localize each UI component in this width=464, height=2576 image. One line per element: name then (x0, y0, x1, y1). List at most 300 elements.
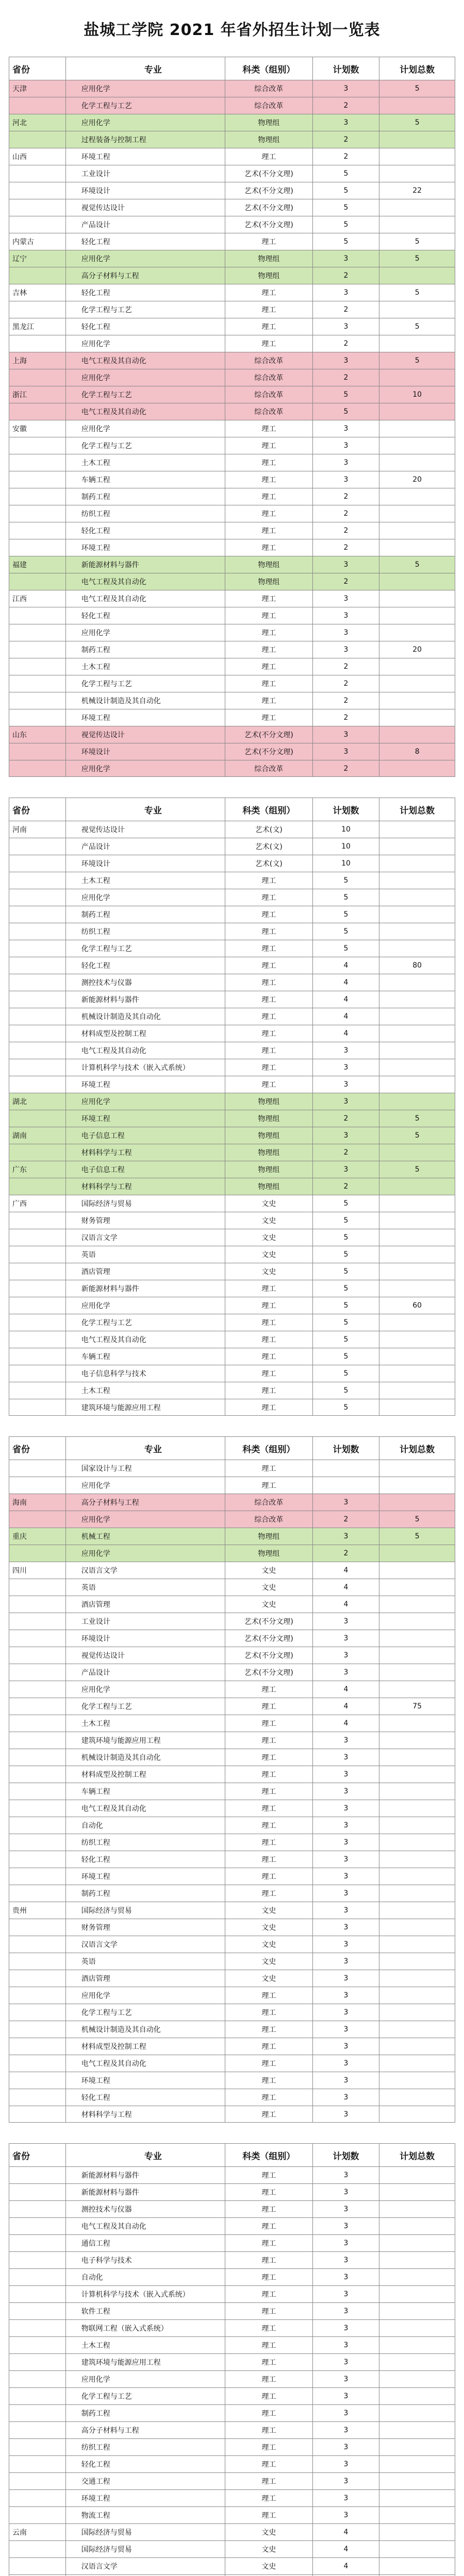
major-cell: 新能源材料与器件 (66, 556, 225, 573)
plan-count-cell (313, 1460, 380, 1477)
category-cell: 理工 (225, 1800, 313, 1817)
table-row (9, 1783, 455, 1800)
category-cell: 理工 (225, 148, 313, 165)
major-cell: 汉语言文学 (66, 1562, 225, 1579)
plan-total-cell (379, 855, 455, 872)
plan-count-cell: 3 (313, 1630, 380, 1647)
table-row (9, 821, 455, 838)
plan-total-cell: 8 (415, 748, 420, 756)
table-row (9, 2370, 455, 2387)
plan-count-cell: 4 (313, 1562, 380, 1579)
plan-count-cell: 3 (313, 1732, 380, 1749)
province-cell (9, 1059, 66, 1076)
major-cell: 汉语言文学 (66, 2558, 225, 2574)
plan-total-cell (379, 1331, 455, 1348)
category-cell: 文史 (225, 2558, 313, 2574)
province-cell (9, 974, 66, 991)
category-cell: 理工 (225, 974, 313, 991)
table-row (9, 80, 455, 97)
province-cell (9, 855, 66, 872)
table-row (9, 2072, 455, 2089)
province-cell: 吉林 (9, 284, 66, 301)
province-cell: 重庆 (9, 1528, 66, 1545)
plan-total-cell (379, 1936, 455, 1953)
province-cell (9, 1331, 66, 1348)
header-cell: 省份 (9, 798, 66, 821)
plan-count-cell: 3 (313, 1127, 380, 1144)
category-cell: 文史 (225, 1902, 313, 1919)
plan-count-cell: 5 (313, 1365, 380, 1382)
major-cell: 交通工程 (66, 2473, 225, 2489)
province-cell: 湖北 (9, 1093, 66, 1110)
table-row (9, 2506, 455, 2523)
category-cell: 理工 (225, 1076, 313, 1093)
table-row (9, 1195, 455, 1212)
plan-total-cell: 5 (415, 357, 420, 365)
major-cell: 通信工程 (66, 2235, 225, 2251)
plan-total-cell: 75 (412, 1702, 422, 1710)
province-cell (9, 1698, 66, 1715)
table-row (9, 855, 455, 872)
category-cell: 理工 (225, 2055, 313, 2072)
table-row (9, 1263, 455, 1280)
province-cell (9, 2371, 66, 2387)
major-cell: 电子信息工程 (66, 1127, 225, 1144)
category-cell: 文史 (225, 1596, 313, 1613)
table-row (9, 556, 455, 573)
category-cell: 艺术(不分文理) (225, 1647, 313, 1664)
plan-total-cell (379, 607, 455, 624)
table-row (9, 743, 455, 760)
plan-count-cell: 4 (313, 1715, 380, 1732)
table-row (9, 2336, 455, 2353)
category-cell: 综合改革 (225, 97, 313, 114)
major-cell: 电气工程及其自动化 (66, 2055, 225, 2072)
plan-count-cell: 2 (313, 675, 380, 692)
major-cell: 制药工程 (66, 2405, 225, 2421)
major-cell: 电气工程及其自动化 (66, 1331, 225, 1348)
plan-total-cell (379, 2490, 455, 2506)
plan-total-cell (379, 1280, 455, 1297)
plan-total-cell (379, 2473, 455, 2489)
province-cell (9, 2269, 66, 2285)
category-cell: 理工 (225, 2201, 313, 2217)
plan-count-cell: 3 (313, 1076, 380, 1093)
plan-total-cell (379, 2558, 455, 2574)
plan-count-cell: 5 (313, 1229, 380, 1246)
plan-count-cell: 2 (313, 1144, 380, 1161)
category-cell: 物理组 (225, 1545, 313, 1562)
table-row (9, 1110, 455, 1127)
major-cell: 电气工程及其自动化 (66, 352, 225, 369)
category-cell: 艺术(不分文理) (225, 216, 313, 233)
plan-count-cell: 5 (313, 1331, 380, 1348)
category-cell: 理工 (225, 2456, 313, 2472)
plan-total-cell (379, 2286, 455, 2302)
province-cell (9, 2320, 66, 2336)
header-cell: 计划数 (313, 1437, 380, 1460)
province-cell (9, 2490, 66, 2506)
plan-total-cell (379, 216, 455, 233)
plan-total-cell: 5 (415, 255, 420, 263)
table-row (9, 352, 455, 369)
province-cell: 江西 (9, 590, 66, 607)
table-row (9, 1178, 455, 1195)
category-cell: 理工 (225, 590, 313, 607)
table-row (9, 2455, 455, 2472)
plan-total-cell (379, 539, 455, 556)
major-cell: 化学工程与工艺 (66, 437, 225, 454)
major-cell: 计算机科学与技术（嵌入式系统） (66, 1059, 225, 1076)
plan-count-cell: 3 (313, 318, 380, 335)
category-cell: 艺术(不分文理) (225, 1630, 313, 1647)
plan-count-cell: 5 (313, 923, 380, 940)
category-cell: 理工 (225, 233, 313, 250)
category-cell: 理工 (225, 1698, 313, 1715)
province-cell (9, 2201, 66, 2217)
plan-count-cell: 3 (313, 2320, 380, 2336)
table-header (9, 2143, 455, 2166)
table-row (9, 2268, 455, 2285)
major-cell: 英语 (66, 1246, 225, 1263)
table-row (9, 403, 455, 420)
plan-count-cell: 2 (313, 658, 380, 675)
major-cell: 物联网工程（嵌入式系统） (66, 2320, 225, 2336)
table-row (9, 923, 455, 940)
plan-total-cell (379, 2320, 455, 2336)
major-cell: 环境工程 (66, 2072, 225, 2089)
province-cell (9, 437, 66, 454)
major-cell: 环境设计 (66, 1630, 225, 1647)
province-cell (9, 1953, 66, 1970)
header-cell: 专业 (66, 798, 225, 821)
province-cell (9, 1630, 66, 1647)
province-cell (9, 2055, 66, 2072)
province-cell (9, 2405, 66, 2421)
plan-total-cell (379, 2167, 455, 2183)
plan-total-cell (379, 437, 455, 454)
plan-total-cell: 5 (415, 1131, 420, 1140)
province-cell (9, 2456, 66, 2472)
major-cell: 建筑环境与能源应用工程 (66, 1732, 225, 1749)
plan-total-cell (379, 624, 455, 641)
province-cell (9, 1076, 66, 1093)
major-cell: 环境工程 (66, 1076, 225, 1093)
province-cell (9, 1868, 66, 1885)
plan-total-cell (379, 692, 455, 709)
table-row (9, 1280, 455, 1297)
province-cell (9, 692, 66, 709)
province-cell: 内蒙古 (9, 233, 66, 250)
plan-count-cell: 5 (313, 199, 380, 216)
major-cell: 电气工程及其自动化 (66, 1042, 225, 1059)
major-cell: 轻化工程 (66, 284, 225, 301)
table-row (9, 1008, 455, 1025)
plan-count-cell: 3 (313, 1987, 380, 2004)
plan-total-cell (379, 974, 455, 991)
plan-total-cell: 5 (415, 289, 420, 297)
province-cell: 山西 (9, 148, 66, 165)
major-cell: 财务管理 (66, 1212, 225, 1229)
table-row (9, 641, 455, 658)
plan-count-cell: 3 (313, 1664, 380, 1681)
major-cell: 轻化工程 (66, 233, 225, 250)
major-cell: 环境工程 (66, 709, 225, 726)
table-row (9, 2004, 455, 2021)
plan-total-cell: 5 (415, 1515, 420, 1523)
plan-count-cell: 3 (313, 2106, 380, 2122)
province-cell (9, 2252, 66, 2268)
table-row (9, 1732, 455, 1749)
plan-total-cell (379, 590, 455, 607)
category-cell: 理工 (225, 906, 313, 923)
category-cell: 文史 (225, 2541, 313, 2557)
plan-count-cell: 3 (313, 471, 380, 488)
province-cell (9, 369, 66, 386)
plan-count-cell: 2 (313, 131, 380, 148)
province-cell: 上海 (9, 352, 66, 369)
category-cell: 综合改革 (225, 80, 313, 97)
plan-total-cell (379, 148, 455, 165)
plan-count-cell: 3 (313, 1970, 380, 1987)
table-row (9, 2217, 455, 2234)
plan-total-cell (379, 1613, 455, 1630)
category-cell: 理工 (225, 301, 313, 318)
plan-total-cell (379, 2354, 455, 2370)
major-cell: 应用化学 (66, 1987, 225, 2004)
province-cell: 贵州 (9, 1902, 66, 1919)
plan-count-cell: 4 (313, 1579, 380, 1596)
province-cell (9, 1110, 66, 1127)
province-cell (9, 2337, 66, 2353)
plan-count-cell: 5 (313, 1246, 380, 1263)
table-row (9, 1348, 455, 1365)
major-cell: 制药工程 (66, 641, 225, 658)
province-cell (9, 2439, 66, 2455)
province-cell (9, 1229, 66, 1246)
category-cell: 理工 (225, 1008, 313, 1025)
plan-count-cell: 2 (313, 692, 380, 709)
plan-total-cell (379, 1970, 455, 1987)
header-cell: 省份 (9, 57, 66, 80)
category-cell: 理工 (225, 1365, 313, 1382)
plan-total-cell: 80 (412, 961, 422, 970)
province-cell (9, 335, 66, 352)
category-cell: 物理组 (225, 1178, 313, 1195)
major-cell: 应用化学 (66, 624, 225, 641)
major-cell: 自动化 (66, 2269, 225, 2285)
plan-count-cell: 3 (313, 2507, 380, 2523)
plan-count-cell: 3 (313, 2184, 380, 2200)
major-cell: 应用化学 (66, 335, 225, 352)
table-row (9, 2302, 455, 2319)
major-cell: 环境工程 (66, 148, 225, 165)
table-row (9, 838, 455, 855)
category-cell: 理工 (225, 641, 313, 658)
plan-total-cell (379, 1851, 455, 1868)
plan-total-cell (379, 872, 455, 889)
plan-count-cell: 5 (313, 889, 380, 906)
category-cell: 理工 (225, 2038, 313, 2055)
category-cell: 理工 (225, 889, 313, 906)
category-cell: 文史 (225, 1562, 313, 1579)
major-cell: 轻化工程 (66, 318, 225, 335)
plan-total-cell (379, 2439, 455, 2455)
category-cell: 理工 (225, 1059, 313, 1076)
table-row (9, 1460, 455, 1477)
category-cell: 理工 (225, 1331, 313, 1348)
table-row (9, 539, 455, 556)
plan-count-cell: 3 (313, 1783, 380, 1800)
plan-total-cell (379, 1195, 455, 1212)
plan-count-cell: 2 (313, 505, 380, 522)
plan-count-cell: 3 (313, 284, 380, 301)
category-cell: 艺术(文) (225, 838, 313, 855)
major-cell: 高分子材料与工程 (66, 2422, 225, 2438)
table-row (9, 2489, 455, 2506)
plan-count-cell: 3 (313, 2055, 380, 2072)
province-cell (9, 2004, 66, 2021)
plan-total-cell (379, 1229, 455, 1246)
province-cell (9, 165, 66, 182)
plan-count-cell: 4 (313, 2541, 380, 2557)
plan-count-cell: 2 (313, 1178, 380, 1195)
plan-count-cell: 3 (313, 2303, 380, 2319)
category-cell: 文史 (225, 1970, 313, 1987)
category-cell: 理工 (225, 2218, 313, 2234)
province-cell (9, 641, 66, 658)
category-cell: 理工 (225, 658, 313, 675)
major-cell: 应用化学 (66, 80, 225, 97)
table-row (9, 471, 455, 488)
plan-count-cell: 3 (313, 2269, 380, 2285)
plan-count-cell: 5 (313, 906, 380, 923)
major-cell: 应用化学 (66, 1511, 225, 1528)
plan-total-cell (379, 267, 455, 284)
plan-total-cell (379, 821, 455, 838)
table-row (9, 1630, 455, 1647)
category-cell: 物理组 (225, 114, 313, 131)
table-row (9, 148, 455, 165)
category-cell: 理工 (225, 437, 313, 454)
plan-total-cell (379, 1868, 455, 1885)
table-row (9, 2106, 455, 2123)
category-cell: 理工 (225, 1783, 313, 1800)
major-cell: 应用化学 (66, 1681, 225, 1698)
table-row (9, 1246, 455, 1263)
category-cell: 理工 (225, 454, 313, 471)
table-header (9, 1436, 455, 1460)
category-cell: 理工 (225, 607, 313, 624)
major-cell: 纺织工程 (66, 1834, 225, 1851)
header-cell: 科类（组别） (225, 1437, 313, 1460)
major-cell: 应用化学 (66, 1545, 225, 1562)
header-cell: 省份 (9, 1437, 66, 1460)
plan-count-cell: 5 (313, 1382, 380, 1399)
category-cell: 理工 (225, 940, 313, 957)
table-row (9, 692, 455, 709)
plan-count-cell: 3 (313, 2167, 380, 2183)
category-cell: 理工 (225, 2184, 313, 2200)
plan-total-cell (379, 991, 455, 1008)
plan-total-cell (379, 1919, 455, 1936)
category-cell: 文史 (225, 1953, 313, 1970)
plan-total-cell (379, 1042, 455, 1059)
plan-count-cell: 3 (313, 437, 380, 454)
category-cell: 物理组 (225, 131, 313, 148)
province-cell (9, 182, 66, 199)
plan-total-cell (379, 2072, 455, 2089)
table-row (9, 2285, 455, 2302)
plan-total-cell: 10 (412, 391, 422, 399)
table-row (9, 1698, 455, 1715)
table-row (9, 573, 455, 590)
plan-total-cell: 5 (415, 561, 420, 569)
plan-count-cell: 4 (313, 974, 380, 991)
province-cell (9, 2422, 66, 2438)
table-row (9, 1681, 455, 1698)
plan-count-cell: 3 (313, 1834, 380, 1851)
plan-count-cell: 3 (313, 1494, 380, 1511)
plan-count-cell: 5 (313, 403, 380, 420)
major-cell: 电子科学与技术 (66, 2252, 225, 2268)
plan-total-cell (379, 2184, 455, 2200)
table-row (9, 2472, 455, 2489)
plan-count-cell: 2 (313, 335, 380, 352)
plan-total-cell (379, 1263, 455, 1280)
province-cell (9, 1613, 66, 1630)
major-cell: 新能源材料与器件 (66, 2167, 225, 2183)
major-cell: 土木工程 (66, 1715, 225, 1732)
major-cell: 纺织工程 (66, 923, 225, 940)
table-row (9, 658, 455, 675)
province-cell (9, 1348, 66, 1365)
major-cell: 测控技术与仪器 (66, 2201, 225, 2217)
category-cell: 理工 (225, 2021, 313, 2038)
plan-count-cell: 3 (313, 454, 380, 471)
plan-count-cell: 4 (313, 991, 380, 1008)
major-cell: 国际经济与贸易 (66, 1195, 225, 1212)
category-cell: 物理组 (225, 556, 313, 573)
category-cell: 理工 (225, 318, 313, 335)
major-cell: 化学工程与工艺 (66, 1314, 225, 1331)
table-row (9, 1382, 455, 1399)
major-cell: 机械设计制造及其自动化 (66, 692, 225, 709)
header-cell: 计划数 (313, 57, 380, 80)
major-cell: 轻化工程 (66, 2456, 225, 2472)
table-row (9, 2089, 455, 2106)
province-cell (9, 2558, 66, 2574)
table-row (9, 1212, 455, 1229)
table-row (9, 2404, 455, 2421)
table-row (9, 250, 455, 267)
plan-total-cell (379, 2303, 455, 2319)
table-row (9, 1494, 455, 1511)
plan-count-cell: 4 (313, 1596, 380, 1613)
plan-total-cell (379, 889, 455, 906)
plan-count-cell: 5 (313, 1263, 380, 1280)
province-cell (9, 1579, 66, 1596)
plan-count-cell: 2 (313, 760, 380, 776)
category-cell: 理工 (225, 2439, 313, 2455)
table-row (9, 182, 455, 199)
plan-total-cell: 20 (412, 476, 422, 484)
province-cell (9, 2089, 66, 2106)
category-cell: 理工 (225, 505, 313, 522)
plan-count-cell: 2 (313, 488, 380, 505)
plan-count-cell: 3 (313, 607, 380, 624)
page-title: 盐城工学院 2021 年省外招生计划一览表 (84, 21, 380, 39)
